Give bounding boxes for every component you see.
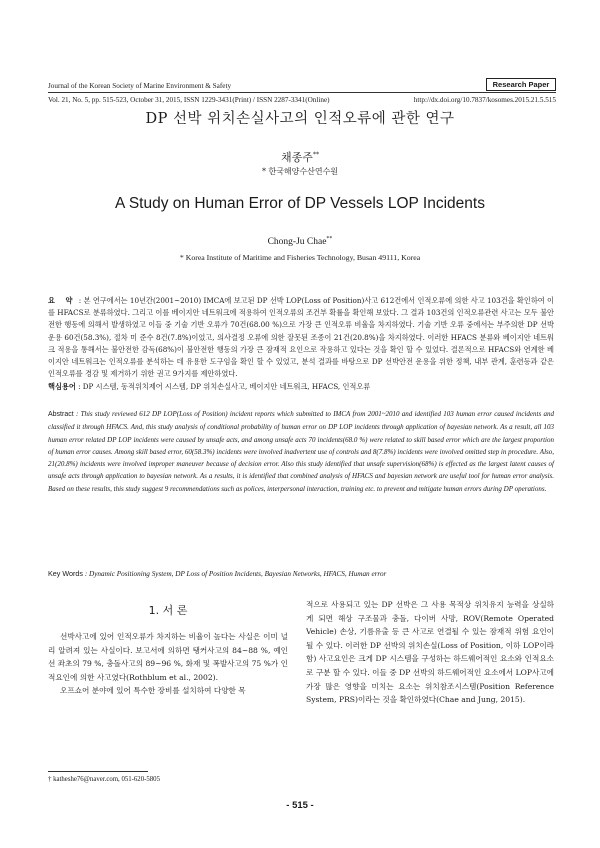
intro-paragraph-1: 선박사고에 있어 인적오류가 차지하는 비율이 높다는 사실은 이미 널리 알려져 있는 사실이다. 보고서에 의하면 탱커사고의 84~88 %, 예인선 좌초의 79 %, 충돌사고의 89~96 %, 화재 및 폭발사고의 75 %가 인적요인에 의한 사고였다(Rothblum et al., 2002).	[48, 632, 288, 682]
korean-affiliation: * 한국해양수산연수원	[261, 167, 339, 176]
korean-author	[0, 149, 600, 165]
english-author	[0, 236, 600, 247]
english-abstract-text: : This study reviewed 612 DP LOP(Loss of Position) incident reports which submitted to IMCA from 2001~2010 and identified 103 human error caused incidents and classified it through HFACS. And, this study analysis of conditional probability of human error on DP LOP incidents through application of bayesian network. As a result, all 103 human error related DP LOP incidents were caused by unsafe acts, and among unsafe acts 70 incidents(68.0 %) were related to skill based error which are the largest proportion of human error causes. Among skill based error, 60(58.3%) incidents were involved inadvertent use of controls and 8(7.8%) incidents were involved omitted step in procedure. Also, 21(20.8%) incidents were involved improper maneuver because of decision error. Also this study identified that unsafe supervision(68%) is effected as the largest latent causes of unsafe acts through application to bayesian network. As a results, it is identified that combined analysis of HFACS and bayesian network are useful tool for human error analysis. Based on these results, this study suggest 9 recommendations such as polices, interpersonal interaction, training etc. to prevent and mitigate human errors during DP operations.	[48, 410, 554, 493]
volume-info: Vol. 21, No. 5, pp. 515-523, October 31, 2015, ISSN 1229-3431(Print) / ISSN 2287-3341(Online)	[48, 96, 330, 104]
korean-keywords	[48, 381, 554, 393]
doi-link[interactable]: http://dx.doi.org/10.7837/kosomes.2015.21.5.515	[413, 96, 556, 104]
right-column	[306, 598, 554, 707]
english-author-name: Chong-Ju Chae	[267, 237, 327, 248]
korean-abstract-label: 요 약	[48, 296, 77, 305]
page-number: - 515 -	[286, 800, 314, 811]
intro-paragraph-2: 오프쇼어 분야에 있어 특수한 장비를 설치하여 다양한 목	[60, 686, 246, 696]
korean-abstract	[48, 295, 554, 380]
english-abstract-label: Abstract	[48, 411, 74, 418]
korean-author-name: 채종주	[281, 151, 313, 164]
english-author-mark: **	[326, 236, 333, 242]
english-keywords-text: : Dynamic Positioning System, DP Loss of Position Incidents, Bayesian Networks, HFACS, Human error	[83, 570, 387, 578]
journal-name: Journal of the Korean Society of Marine Environment & Safety	[48, 82, 232, 90]
header-rule	[48, 92, 556, 93]
footnote-rule	[48, 771, 148, 772]
english-keywords-label: Key Words	[48, 569, 84, 578]
korean-keywords-text: : DP 시스템, 동적위치제어 시스템, DP 위치손실사고, 베이지안 네트워크, HFACS, 인적오류	[75, 382, 371, 391]
research-paper-badge: Research Paper	[486, 78, 556, 91]
english-affiliation: * Korea Institute of Maritime and Fisheries Technology, Busan 49111, Korea	[179, 253, 421, 262]
korean-keywords-label: 핵심용어	[48, 382, 76, 391]
english-keywords	[48, 568, 554, 580]
korean-title: DP 선박 위치손실사고의 인적오류에 관한 연구	[145, 111, 455, 127]
korean-abstract-text: : 본 연구에서는 10년간(2001~2010) IMCA에 보고된 DP 선박 LOP(Loss of Position)사고 612건에서 인적오류에 의한 사고 103건을 확인하여 이를 HFACS로 분류하였다. 그리고 이를 베이지안 네트워크에 적용하여 인적오류의 조건부 확률을 확인해 보았다. 그 결과 103건의 인적오류관련 사고는 모두 불안전한 행동에 의해서 발생하였고 이들 중 기술 기반 오류가 70건(68.00 %)으로 가장 큰 인적오류 비율을 차지하였다. 기술 기반 오류 중에서는 부주의한 DP 선박 운용 60건(58.3%), 절차 미 준수 8건(7.8%)이었고, 의사결정 오류에 의한 잘못된 조종이 21건(20.8%)을 차지하였다. 이러한 HFACS 분류와 베이지안 네트워크 적용을 통해서는 불안전한 감독(68%)이 불안전한 행동의 가장 큰 잠재적 요인으로 작용하고 있다는 것을 확인 할 수 있었다. 결론적으로 HFACS와 연계한 베이지안 네트워크는 인적오류를 분석하는 데 유용한 도구임을 확인 할 수 있었고, 분석 결과를 바탕으로 DP 선박안전 운용을 위한 정책, 내부 관계, 훈련등과 같은 인적오류를 경감 및 제거하기 위한 권고 9가지를 제안하였다.	[48, 296, 554, 379]
section-heading-introduction: 1. 서 론	[148, 604, 188, 617]
english-abstract	[48, 408, 554, 495]
korean-author-mark: **	[312, 151, 319, 159]
intro-paragraph-continued: 적으로 사용되고 있는 DP 선박은 그 사용 목적상 위치유지 능력을 상실하게 되면 해상 구조물과 충돌, 다이버 사망, ROV(Remote Operated Vehicle) 손상, 기름유출 등 큰 사고로 연결될 수 있는 잠재적 위험 요인이 될 수 있다. 이러한 DP 선박의 위치손실(Loss of Position, 이하 LOP이라함) 사고요인은 크게 DP 시스템을 구성하는 하드웨어적인 요소와 인적요소로 구분 할 수 있다. 이들 중 DP 선박의 하드웨어적인 요소에서 LOP사고에 가장 많은 영향을 미치는 요소는 위치참조시스템(Position Reference System, PRS)이라는 것을 확인하였다(Chae and Jung, 2015).	[306, 600, 554, 705]
english-title: A Study on Human Error of DP Vessels LOP Incidents	[115, 195, 485, 212]
left-column	[48, 602, 288, 698]
corresponding-author-footnote: † kathes​he76@naver.com, 051-620-5805	[48, 776, 160, 783]
